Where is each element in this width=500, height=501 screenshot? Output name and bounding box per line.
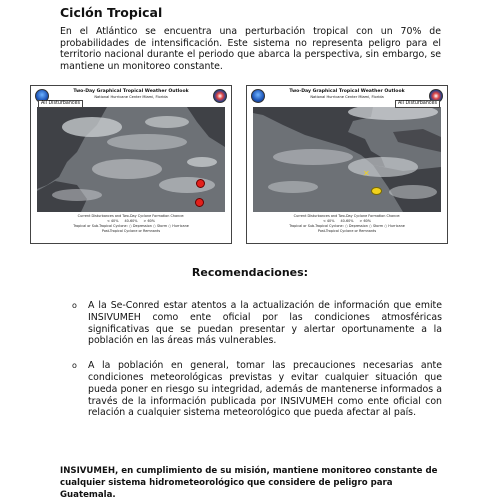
legend-medium: 40-60% — [340, 219, 354, 223]
legend-post: Post-Tropical Cyclone or Remnants — [101, 229, 161, 233]
section-title: Ciclón Tropical — [60, 5, 163, 20]
recommendation-item — [72, 360, 442, 419]
map-title: Two-Day Graphical Tropical Weather Outlook — [289, 89, 405, 94]
bullet-icon: o — [72, 301, 77, 310]
legend-medium: 40-60% — [124, 219, 138, 223]
recommendation-text: A la población en general, tomar las precauciones necesarias ante condiciones meteorológicas previstas y evitar cualquier situación que pueda poner en riesgo su integridad, además de mantenerse informados a través de la información publicada por INSIVUMEH como ente oficial con relación a cualquier sistema meteorológico que pueda afectar al país. — [88, 360, 442, 419]
disturbance-marker-icon — [196, 179, 205, 188]
legend-heading: Current Disturbances and Two-Day Cyclone Formation Chance: — [293, 214, 401, 218]
map-legend — [247, 214, 447, 243]
legend-post: Post-Tropical Cyclone or Remnants — [317, 229, 377, 233]
map-subtitle: National Hurricane Center Miami, Florida — [94, 95, 168, 99]
map-tag: All Disturbances — [395, 100, 440, 108]
legend-low: < 40% — [322, 219, 335, 223]
legend-types: Tropical or Sub-Tropical Cyclone: ○ Depression ○ Storm ○ Hurricane — [289, 224, 405, 228]
recommendation-item — [72, 300, 442, 347]
disturbance-area-icon — [195, 198, 204, 207]
intro-paragraph: En el Atlántico se encuentra una perturbación tropical con un 70% de probabilidades de intensificación. Este sistema no representa peligro para el territorio nacional durante el periodo que abarca la perspectiva, sin embargo, se mantiene un monitoreo constante. — [60, 26, 441, 72]
legend-high: > 60% — [143, 219, 155, 223]
satellite-image — [253, 107, 441, 212]
bullet-icon: o — [72, 361, 77, 371]
recommendations-title: Recomendaciones: — [191, 266, 309, 279]
outlook-map-pacific — [246, 85, 448, 244]
noaa-logo-icon — [251, 89, 265, 103]
map-title: Two-Day Graphical Tropical Weather Outlook — [73, 89, 189, 94]
map-legend — [31, 214, 231, 243]
disturbance-area-icon — [371, 187, 382, 195]
recommendations-list — [72, 300, 442, 419]
disturbance-x-icon: ✕ — [363, 169, 370, 178]
map-subtitle: National Hurricane Center Miami, Florida — [310, 95, 384, 99]
recommendation-text: A la Se-Conred estar atentos a la actualización de información que emite INSIVUMEH como ente oficial por las condiciones atmosféricas significativas que se puedan presentar y alertar oportunamente a la población en las áreas más vulnerables. — [88, 300, 442, 347]
map-tag: All Disturbances — [38, 100, 83, 108]
nws-logo-icon — [213, 89, 227, 103]
legend-high: > 60% — [359, 219, 371, 223]
satellite-image — [37, 107, 225, 212]
legend-types: Tropical or Sub-Tropical Cyclone: ○ Depression ○ Storm ○ Hurricane — [73, 224, 189, 228]
legend-low: < 40% — [106, 219, 119, 223]
outlook-map-atlantic — [30, 85, 232, 244]
legend-heading: Current Disturbances and Two-Day Cyclone Formation Chance: — [77, 214, 185, 218]
footer-note: INSIVUMEH, en cumplimiento de su misión, mantiene monitoreo constante de cualquier sistema hidrometeorológico que considere de peligro para Guatemala. — [60, 466, 438, 500]
